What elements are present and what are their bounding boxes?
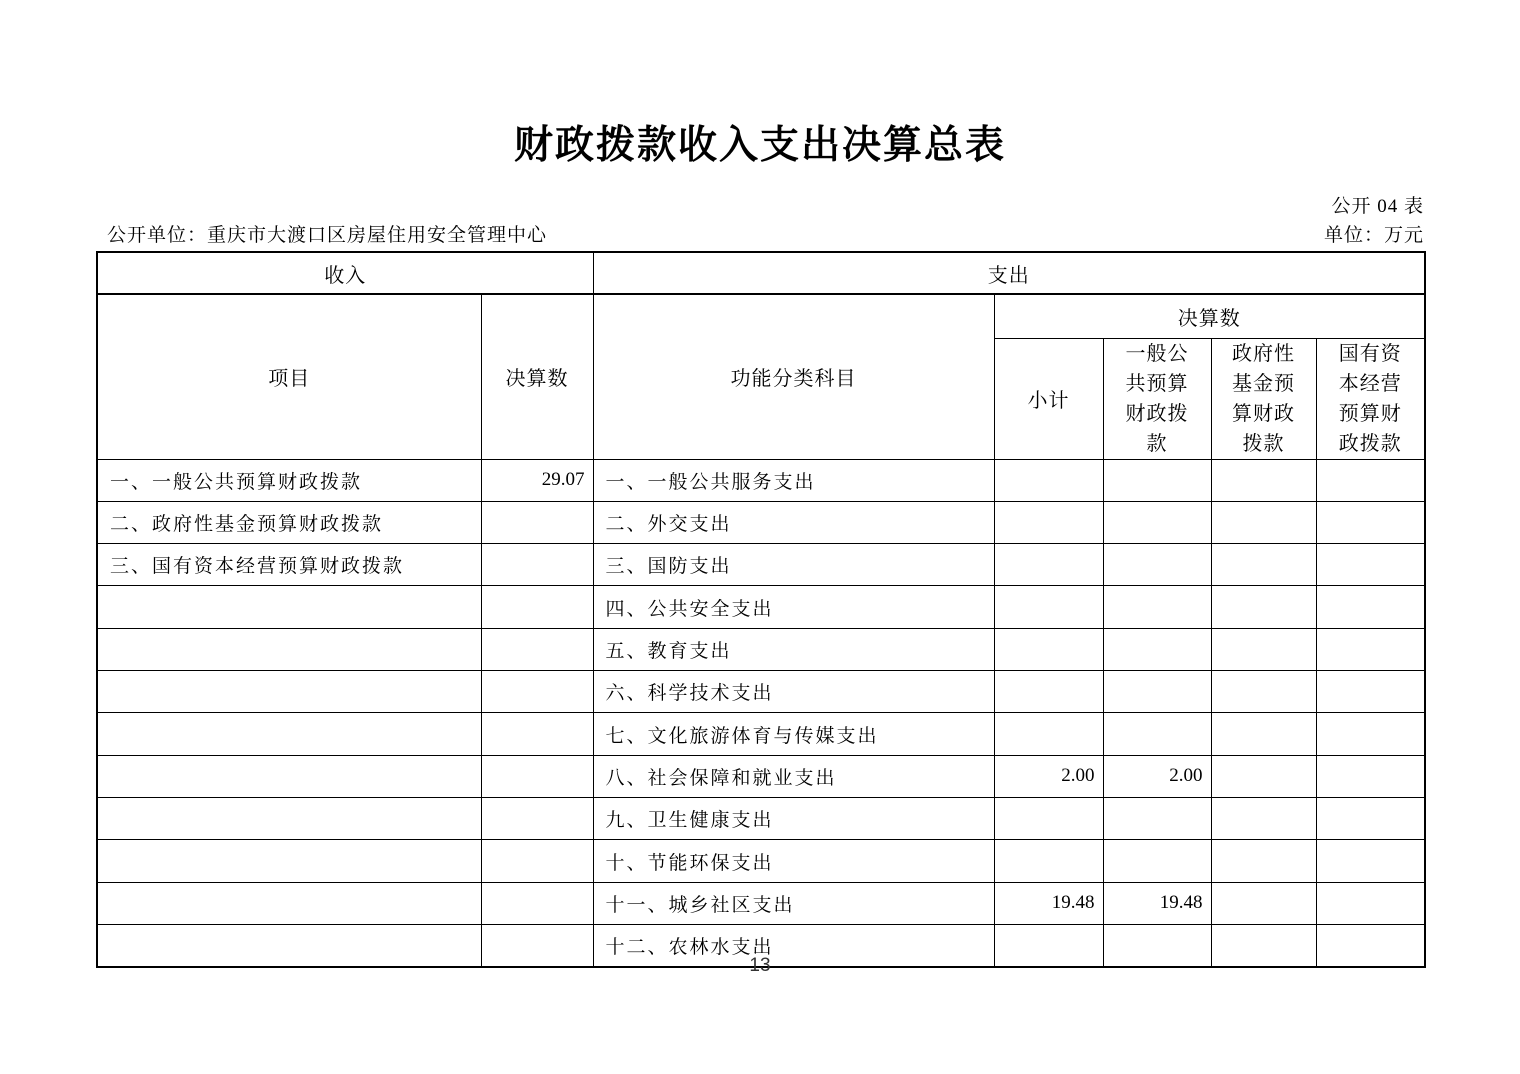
expense-government-fund-cell (1211, 586, 1316, 628)
income-item-cell (97, 671, 481, 713)
col-header-subtotal: 小计 (994, 338, 1103, 459)
expense-subtotal-cell (994, 713, 1103, 755)
col-header-functional-category: 功能分类科目 (593, 294, 994, 459)
column-header-row-1 (97, 294, 1425, 338)
expense-state-capital-cell (1316, 501, 1425, 543)
expense-government-fund-cell (1211, 459, 1316, 501)
expense-government-fund-cell (1211, 544, 1316, 586)
table-row (97, 671, 1425, 713)
page-number: 13 (749, 955, 771, 976)
col-header-state-capital-budget: 国有资本经营预算财政拨款 (1316, 338, 1425, 459)
col-header-item: 项目 (97, 294, 481, 459)
income-item-cell (97, 882, 481, 924)
income-item-cell (97, 755, 481, 797)
income-amount-cell (481, 671, 593, 713)
expense-general-public-cell (1103, 671, 1211, 713)
expense-general-public-cell (1103, 586, 1211, 628)
page-title: 财政拨款收入支出决算总表 (513, 124, 1006, 167)
table-code: 公开 04 表 (1331, 196, 1424, 217)
expense-government-fund-cell (1211, 798, 1316, 840)
expense-subtotal-cell (994, 671, 1103, 713)
col-header-government-fund-budget: 政府性基金预算财政拨款 (1211, 338, 1316, 459)
expense-state-capital-cell (1316, 586, 1425, 628)
table-row (97, 544, 1425, 586)
expense-subtotal-cell (994, 544, 1103, 586)
expense-general-public-cell: 2.00 (1103, 755, 1211, 797)
expense-subtotal-cell (994, 459, 1103, 501)
expense-item-cell: 七、文化旅游体育与传媒支出 (593, 713, 994, 755)
income-amount-cell (481, 840, 593, 882)
table-row (97, 713, 1425, 755)
expense-state-capital-cell (1316, 755, 1425, 797)
expense-item-cell: 八、社会保障和就业支出 (593, 755, 994, 797)
income-amount-cell (481, 882, 593, 924)
expense-state-capital-cell (1316, 459, 1425, 501)
expense-subtotal-cell: 19.48 (994, 882, 1103, 924)
table-row (97, 882, 1425, 924)
expense-item-cell: 九、卫生健康支出 (593, 798, 994, 840)
income-amount-cell: 29.07 (481, 459, 593, 501)
income-amount-cell (481, 755, 593, 797)
income-item-cell (97, 586, 481, 628)
income-amount-cell (481, 713, 593, 755)
expense-government-fund-cell (1211, 840, 1316, 882)
expense-subtotal-cell (994, 501, 1103, 543)
income-item-cell: 二、政府性基金预算财政拨款 (97, 501, 481, 543)
expense-item-cell: 一、一般公共服务支出 (593, 459, 994, 501)
expense-general-public-cell: 19.48 (1103, 882, 1211, 924)
income-item-cell: 一、一般公共预算财政拨款 (97, 459, 481, 501)
income-item-cell (97, 628, 481, 670)
table-row (97, 501, 1425, 543)
expense-state-capital-cell (1316, 628, 1425, 670)
expense-government-fund-cell (1211, 713, 1316, 755)
income-section-header: 收入 (97, 252, 593, 294)
expense-state-capital-cell (1316, 798, 1425, 840)
expense-subtotal-cell (994, 798, 1103, 840)
expenditure-section-header: 支出 (593, 252, 1425, 294)
expense-general-public-cell (1103, 840, 1211, 882)
section-header-row (97, 252, 1425, 294)
table-row (97, 840, 1425, 882)
table-row (97, 459, 1425, 501)
table-row (97, 755, 1425, 797)
expense-general-public-cell (1103, 628, 1211, 670)
expense-government-fund-cell (1211, 755, 1316, 797)
income-amount-cell (481, 501, 593, 543)
publishing-unit: 公开单位：重庆市大渡口区房屋住用安全管理中心 (107, 225, 548, 246)
col-header-income-final-amount: 决算数 (481, 294, 593, 459)
income-item-cell (97, 713, 481, 755)
expense-item-cell: 十、节能环保支出 (593, 840, 994, 882)
table-row (97, 586, 1425, 628)
expense-item-cell: 十二、农林水支出 (593, 925, 994, 967)
expense-item-cell: 三、国防支出 (593, 544, 994, 586)
expense-item-cell: 六、科学技术支出 (593, 671, 994, 713)
expense-state-capital-cell (1316, 882, 1425, 924)
income-item-cell (97, 840, 481, 882)
expense-government-fund-cell (1211, 501, 1316, 543)
expense-government-fund-cell (1211, 671, 1316, 713)
expense-government-fund-cell (1211, 882, 1316, 924)
expense-item-cell: 四、公共安全支出 (593, 586, 994, 628)
expense-state-capital-cell (1316, 840, 1425, 882)
expense-item-cell: 五、教育支出 (593, 628, 994, 670)
income-amount-cell (481, 628, 593, 670)
expense-government-fund-cell (1211, 628, 1316, 670)
income-item-cell: 三、国有资本经营预算财政拨款 (97, 544, 481, 586)
expense-state-capital-cell (1316, 544, 1425, 586)
col-header-final-amount-group: 决算数 (994, 294, 1425, 338)
col-header-general-public-budget: 一般公共预算财政拨款 (1103, 338, 1211, 459)
table-row (97, 798, 1425, 840)
income-amount-cell (481, 586, 593, 628)
expense-general-public-cell (1103, 798, 1211, 840)
expense-general-public-cell (1103, 544, 1211, 586)
meta-row (107, 220, 1424, 247)
table-row (97, 628, 1425, 670)
expense-general-public-cell (1103, 501, 1211, 543)
expense-state-capital-cell (1316, 671, 1425, 713)
expense-item-cell: 十一、城乡社区支出 (593, 882, 994, 924)
fiscal-appropriation-table (96, 251, 1426, 968)
income-item-cell (97, 798, 481, 840)
expense-state-capital-cell (1316, 713, 1425, 755)
income-amount-cell (481, 798, 593, 840)
expense-subtotal-cell (994, 586, 1103, 628)
expense-item-cell: 二、外交支出 (593, 501, 994, 543)
expense-general-public-cell (1103, 713, 1211, 755)
income-amount-cell (481, 544, 593, 586)
expense-subtotal-cell (994, 840, 1103, 882)
expense-subtotal-cell: 2.00 (994, 755, 1103, 797)
expense-subtotal-cell (994, 628, 1103, 670)
expense-general-public-cell (1103, 459, 1211, 501)
currency-unit: 单位：万元 (1323, 225, 1424, 246)
